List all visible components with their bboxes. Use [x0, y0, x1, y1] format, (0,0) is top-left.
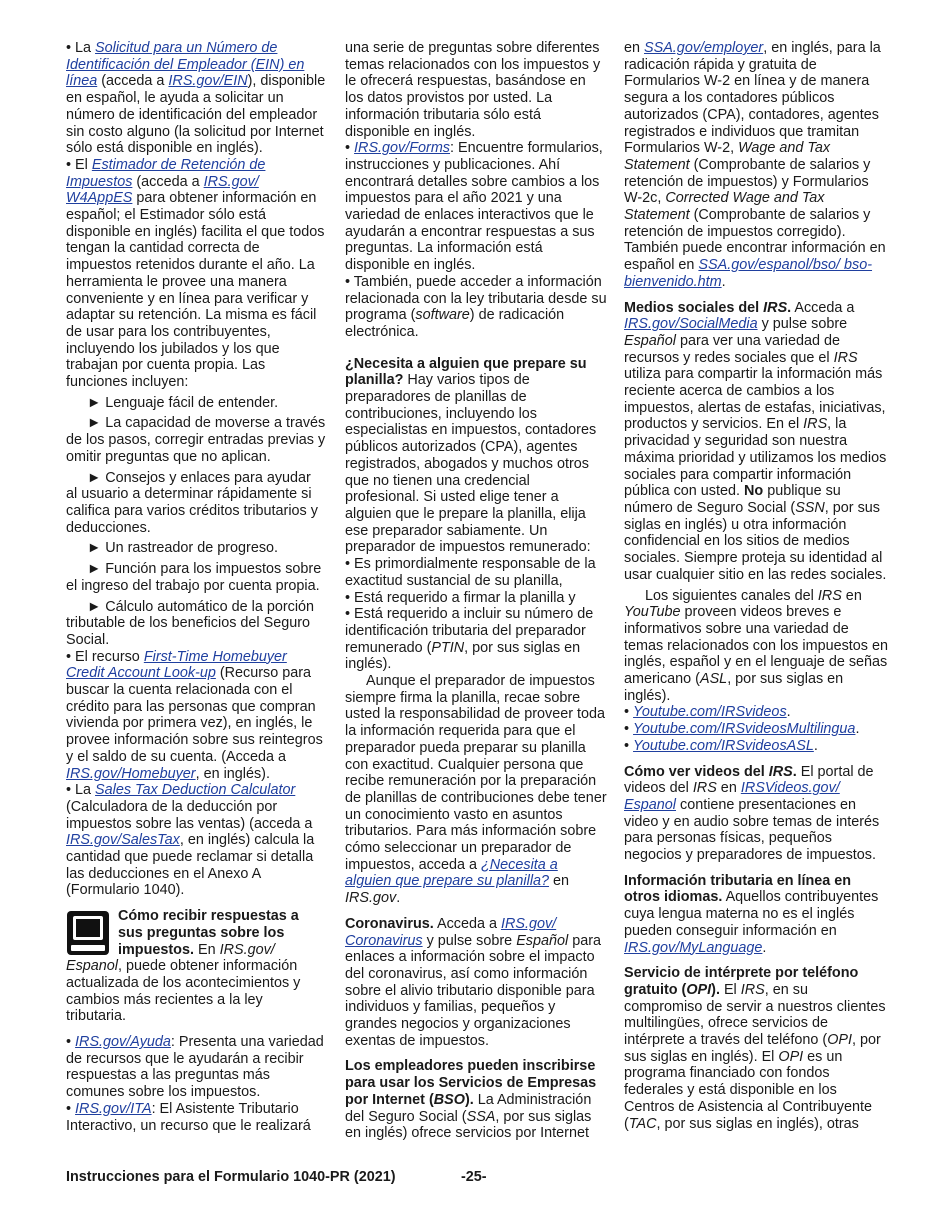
sales-tax-calculator-link[interactable]: Sales Tax Deduction Calculator	[95, 782, 296, 799]
forms-paragraph: • IRS.gov/Forms: Encuentre formularios, instrucciones y publicaciones. Ahí encontrará detalles sobre cambios a los impuestos para el año 2021 y una variedad de enlaces interactivos que le ayudarán a encontrar respuestas a sus preguntas. La información está disponible en inglés.	[345, 140, 603, 274]
videos-paragraph: Cómo ver videos del IRS. El portal de videos del IRS en IRSVideos.gov/ Espanol contiene presentaciones en video y en audio sobre temas de interés para personas físicas, pequeños negocios y preparadores de impuestos.	[624, 763, 880, 864]
feature-item: ► Cálculo automático de la porción tributable de los beneficios del Seguro Social.	[66, 598, 315, 648]
feature-item: ► Lenguaje fácil de entender.	[87, 394, 279, 411]
irs-ein-link[interactable]: IRS.gov/EIN	[168, 73, 248, 90]
withholding-estimator-link[interactable]: Estimador de Retención de Impuestos	[66, 156, 266, 190]
answers-paragraph: Cómo recibir respuestas a sus preguntas sobre los impuestos. En IRS.gov/ Espanol, puede obtener información actualizada de los acontecimientos y cambios más recientes a la ley tributaria.	[66, 908, 301, 1025]
feature-item: ► Consejos y enlaces para ayudar al usuario a determinar rápidamente si califica para varios créditos tributarios y deducciones.	[66, 469, 318, 536]
feature-item: ► Función para los impuestos sobre el ingreso del trabajo por cuenta propia.	[66, 561, 322, 594]
irs-homebuyer-link[interactable]: IRS.gov/Homebuyer	[66, 765, 196, 782]
page-number: -25-	[461, 1169, 487, 1185]
opi-paragraph: Servicio de intérprete por teléfono gratuito (OPI). El IRS, en su compromiso de servir a nuestros clientes multilingües, ofrece servicios de intérprete a través del teléfono (OPI, por sus siglas en inglés). El OPI es un programa financiado con fondos federales y está disponible en los Centros de Asistencia al Contribuyente (TAC, por sus siglas en inglés), otras	[624, 965, 886, 1132]
irs-coronavirus-link[interactable]: IRS.gov/ Coronavirus	[345, 915, 557, 949]
youtube-paragraph: Los siguientes canales del IRS en YouTube proveen videos breves e informativos sobre una variedad de temas relacionados con los impuestos en inglés, español y en el lenguaje de señas americano (ASL, por sus siglas en inglés).	[624, 587, 888, 704]
coronavirus-paragraph: Coronavirus. Acceda a IRS.gov/ Coronavirus y pulse sobre Español para enlaces a información sobre el impacto del coronavirus, así como información sobre el alivio tributario disponible para individuos y familias, pequeños y grandes negocios y organizaciones exentas de impuestos.	[345, 915, 602, 1049]
ssa-employer-link[interactable]: SSA.gov/employer	[644, 40, 764, 56]
column-2	[345, 40, 607, 1142]
preparer-bullet-ptin: • Está requerido a incluir su número de identificación tributaria del preparador remunerado (PTIN, por sus siglas en inglés).	[345, 606, 594, 673]
ssa-paragraph: en SSA.gov/employer, en inglés, para la radicación rápida y gratuita de Formularios W-2 en línea y de manera segura a los contadores públicos autorizados (CPA), contadores, agentes registrados e individuos que tramitan Formularios W-2, Wage and Tax Statement (Comprobante de salarios y retención de impuestos) y Formularios W-2c, Corrected Wage and Tax Statement (Comprobante de salarios y retención de impuestos corregido). También puede encontrar información en español en SSA.gov/espanol/bso/ bso-bienvenido.htm.	[624, 40, 886, 290]
column-3	[624, 40, 888, 1132]
youtube-item: • Youtube.com/IRSvideosASL.	[624, 737, 818, 754]
w4appes-link[interactable]: IRS.gov/ W4AppES	[66, 173, 259, 207]
feature-item: ► Un rastreador de progreso.	[87, 540, 279, 557]
ayuda-paragraph: • IRS.gov/Ayuda: Presenta una variedad de recursos que le ayudarán a recibir respuestas a las preguntas más comunes sobre los impuestos.	[66, 1034, 324, 1101]
bso-paragraph: Los empleadores pueden inscribirse para usar los Servicios de Empresas por Internet (BSO). La Administración del Seguro Social (SSA, por sus siglas en inglés) ofrece servicios por Internet	[345, 1058, 597, 1142]
preparer-paragraph: ¿Necesita a alguien que prepare su planilla? Hay varios tipos de preparadores de planillas de contribuciones, incluyendo los especialistas en impuestos, contadores públicos autorizados (CPA), agentes registrados, abogados y muchos otros que no tienen una credencial profesional. Si usted elige tener a alguien que le prepare la planilla, elija ese preparador sabiamente. Un preparador de impuestos remunerado:	[345, 355, 597, 556]
irs-mylanguage-link[interactable]: IRS.gov/MyLanguage	[624, 939, 763, 956]
youtube-item: • Youtube.com/IRSvideos.	[624, 704, 791, 721]
homebuyer-paragraph: • El recurso First-Time Homebuyer Credit Account Look-up (Recurso para buscar la cuenta relacionada con el crédito para las personas que compran vivienda por primera vez), en inglés, le provee información sobre sus reintegros y el saldo de su cuenta. (Acceda a IRS.gov/Homebuyer, en inglés).	[66, 648, 323, 782]
youtube-asl-link[interactable]: Youtube.com/IRSvideosASL	[633, 737, 814, 754]
languages-paragraph: Información tributaria en línea en otros idiomas. Aquellos contribuyentes cuya lengua materna no es el inglés pueden conseguir información en IRS.gov/MyLanguage.	[624, 872, 879, 956]
irs-ita-link[interactable]: IRS.gov/ITA	[75, 1100, 152, 1117]
irs-forms-link[interactable]: IRS.gov/Forms	[354, 140, 451, 157]
column-1	[66, 40, 326, 1134]
ita-continued: una serie de preguntas sobre diferentes temas relacionados con los impuestos y le ofrecerá respuestas, basándose en los datos provistos por usted. La información tributaria sólo está disponible en inglés.	[345, 40, 601, 140]
computer-icon	[66, 910, 110, 956]
irs-socialmedia-link[interactable]: IRS.gov/SocialMedia	[624, 316, 758, 333]
ein-link[interactable]: Solicitud para un Número de Identificación del Empleador (EIN) en línea	[66, 40, 305, 90]
preparer-bullet: • Es primordialmente responsable de la exactitud sustancial de su planilla,	[345, 556, 596, 589]
software-paragraph: • También, puede acceder a información relacionada con la ley tributaria desde su programa (software) de radicación electrónica.	[345, 273, 607, 340]
ssa-bso-link[interactable]: SSA.gov/espanol/bso/ bso-bienvenido.htm	[624, 257, 873, 290]
homebuyer-lookup-link[interactable]: First-Time Homebuyer Credit Account Look-up	[66, 648, 287, 682]
youtube-multilingua-link[interactable]: Youtube.com/IRSvideosMultilingua	[633, 721, 856, 738]
ita-paragraph: • IRS.gov/ITA: El Asistente Tributario Interactivo, un recurso que le realizará	[66, 1100, 311, 1134]
footer-form-title: Instrucciones para el Formulario 1040-PR (2021)	[66, 1169, 396, 1185]
feature-item: ► La capacidad de moverse a través de los pasos, corregir entradas previas y omitir preguntas que no aplican.	[66, 415, 326, 465]
irsvideos-espanol-link[interactable]: IRSVideos.gov/ Espanol	[624, 780, 840, 813]
withholding-paragraph: • El Estimador de Retención de Impuestos (acceda a IRS.gov/ W4AppES para obtener información en español; el Estimador sólo está disponible en inglés) facilita el que todos tengan la cantidad correcta de impuestos retenidos durante el año. La herramienta le provee una manera conveniente y en línea para verificar y adaptar su retención. La misma es fácil de usar para los contribuyentes, incluyendo los jubilados y los que trabajan por cuenta propia. Las funciones incluyen:	[66, 156, 325, 391]
preparer-responsibility: Aunque el preparador de impuestos siempre firma la planilla, recae sobre usted la responsabilidad de proveer toda la información requerida para que el preparador pueda preparar su planilla con exactitud. Cualquier persona que recibe remuneración por la preparación de planillas de contribuciones debe tener un conocimiento vasto en asuntos tributarios. Para más información sobre cómo seleccionar un preparador de impuestos, acceda a ¿Necesita a alguien que prepare su planilla? en IRS.gov.	[345, 673, 607, 907]
youtube-item: • Youtube.com/IRSvideosMultilingua.	[624, 721, 860, 738]
social-media-paragraph: Medios sociales del IRS. Acceda a IRS.gov/SocialMedia y pulse sobre Español para ver una variedad de recursos y redes sociales que el IRS utiliza para compartir la información más reciente acerca de cambios a los impuestos, alertas de estafas, iniciativas, productos y servicios. En el IRS, la privacidad y seguridad son nuestra máxima prioridad y utilizamos los medios sociales para compartir información pública con usted. No publique su número de Seguro Social (SSN, por sus siglas en inglés) u otra información confidencial en los sitios de medios sociales. Siempre proteja su identidad al usar cualquier sitio en las redes sociales.	[624, 299, 887, 583]
sales-tax-paragraph: • La Sales Tax Deduction Calculator (Calculadora de la deducción por impuestos sobre las ventas) (acceda a IRS.gov/SalesTax, en inglés) calcula la cantidad que puede reclamar si detalla las deducciones en el Anexo A (Formulario 1040).	[66, 782, 315, 899]
irs-ayuda-link[interactable]: IRS.gov/Ayuda	[75, 1034, 171, 1051]
preparer-bullet: • Está requerido a firmar la planilla y	[345, 589, 576, 606]
need-preparer-link[interactable]: ¿Necesita a alguien que prepare su planilla?	[345, 856, 558, 890]
ein-paragraph: • La Solicitud para un Número de Identificación del Empleador (EIN) en línea (acceda a IRS.gov/EIN), disponible en español, le ayuda a solicitar un número de identificación del empleador sin costo alguno (la solicitud por Internet sólo está disponible en inglés).	[66, 40, 326, 157]
irs-salestax-link[interactable]: IRS.gov/SalesTax	[66, 832, 180, 849]
youtube-irsvideos-link[interactable]: Youtube.com/IRSvideos	[633, 704, 787, 721]
